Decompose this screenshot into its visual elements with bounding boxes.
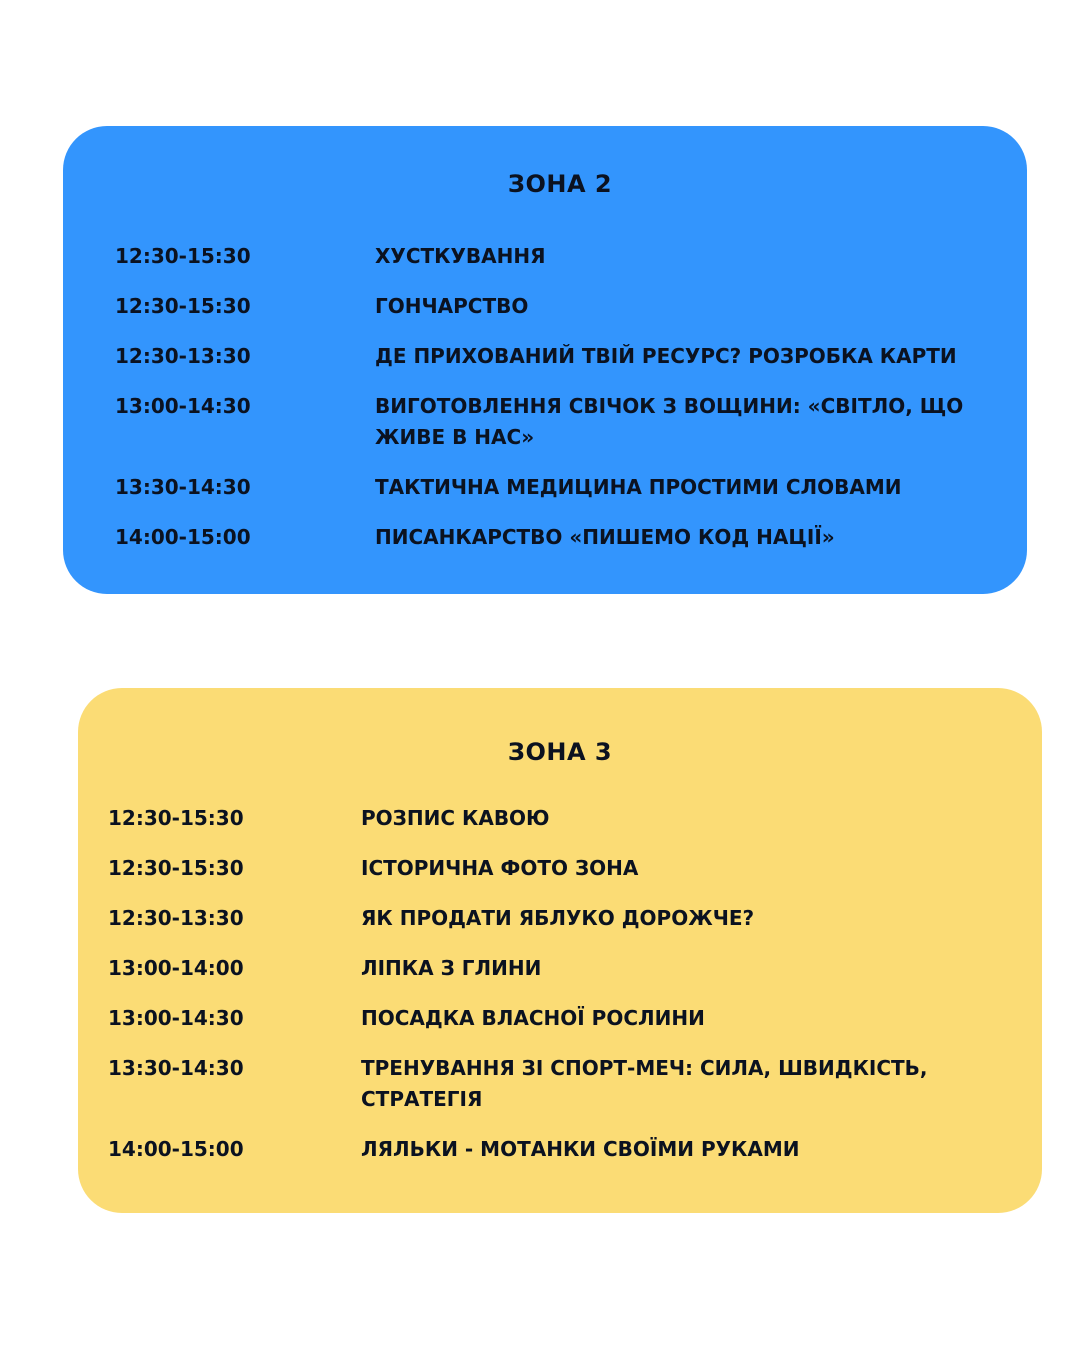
schedule-row <box>63 291 1027 322</box>
activity-name: ТАКТИЧНА МЕДИЦИНА ПРОСТИМИ СЛОВАМИ <box>375 475 902 499</box>
schedule-row <box>78 853 1042 884</box>
schedule-row <box>78 803 1042 834</box>
activity-name: ЛІПКА З ГЛИНИ <box>361 956 542 980</box>
schedule-row <box>63 341 1027 372</box>
activity-name: ЛЯЛЬКИ - МОТАНКИ СВОЇМИ РУКАМИ <box>361 1137 800 1161</box>
zone-2-card <box>63 126 1027 594</box>
activity-name: ПИСАНКАРСТВО «ПИШЕМО КОД НАЦІЇ» <box>375 525 835 549</box>
activity-name: ПОСАДКА ВЛАСНОЇ РОСЛИНИ <box>361 1006 705 1030</box>
activity-name: ЯК ПРОДАТИ ЯБЛУКО ДОРОЖЧЕ? <box>361 906 755 930</box>
time-slot: 14:00-15:00 <box>115 525 251 549</box>
activity-name: ТРЕНУВАННЯ ЗІ СПОРТ-МЕЧ: СИЛА, ШВИДКІСТЬ, СТРАТЕГІЯ <box>361 1056 928 1111</box>
time-slot: 12:30-15:30 <box>115 244 251 268</box>
time-slot: 13:00-14:00 <box>108 956 244 980</box>
schedule-row <box>78 1003 1042 1034</box>
schedule-row <box>63 391 1027 453</box>
time-slot: 12:30-15:30 <box>115 294 251 318</box>
activity-name: ХУСТКУВАННЯ <box>375 244 546 268</box>
zone-2-title: ЗОНА 2 <box>507 170 613 198</box>
schedule-row <box>63 522 1027 553</box>
schedule-row <box>63 472 1027 503</box>
time-slot: 13:00-14:30 <box>115 394 251 418</box>
schedule-row <box>78 1053 1042 1115</box>
time-slot: 13:30-14:30 <box>108 1056 244 1080</box>
activity-name: ІСТОРИЧНА ФОТО ЗОНА <box>361 856 639 880</box>
schedule-row <box>78 1134 1042 1165</box>
time-slot: 12:30-15:30 <box>108 856 244 880</box>
activity-name: ВИГОТОВЛЕННЯ СВІЧОК З ВОЩИНИ: «СВІТЛО, ЩО ЖИВЕ В НАС» <box>375 394 964 449</box>
time-slot: 12:30-13:30 <box>115 344 251 368</box>
time-slot: 14:00-15:00 <box>108 1137 244 1161</box>
schedule-row <box>63 241 1027 272</box>
zone-3-schedule <box>78 803 1042 1184</box>
zone-3-card <box>78 688 1042 1213</box>
schedule-row <box>78 903 1042 934</box>
zone-2-schedule <box>63 241 1027 572</box>
activity-name: ГОНЧАРСТВО <box>375 294 529 318</box>
activity-name: ДЕ ПРИХОВАНИЙ ТВІЙ РЕСУРС? РОЗРОБКА КАРТИ <box>375 344 957 368</box>
time-slot: 13:30-14:30 <box>115 475 251 499</box>
time-slot: 13:00-14:30 <box>108 1006 244 1030</box>
activity-name: РОЗПИС КАВОЮ <box>361 806 550 830</box>
time-slot: 12:30-15:30 <box>108 806 244 830</box>
time-slot: 12:30-13:30 <box>108 906 244 930</box>
schedule-row <box>78 953 1042 984</box>
zone-3-title: ЗОНА 3 <box>507 738 613 766</box>
